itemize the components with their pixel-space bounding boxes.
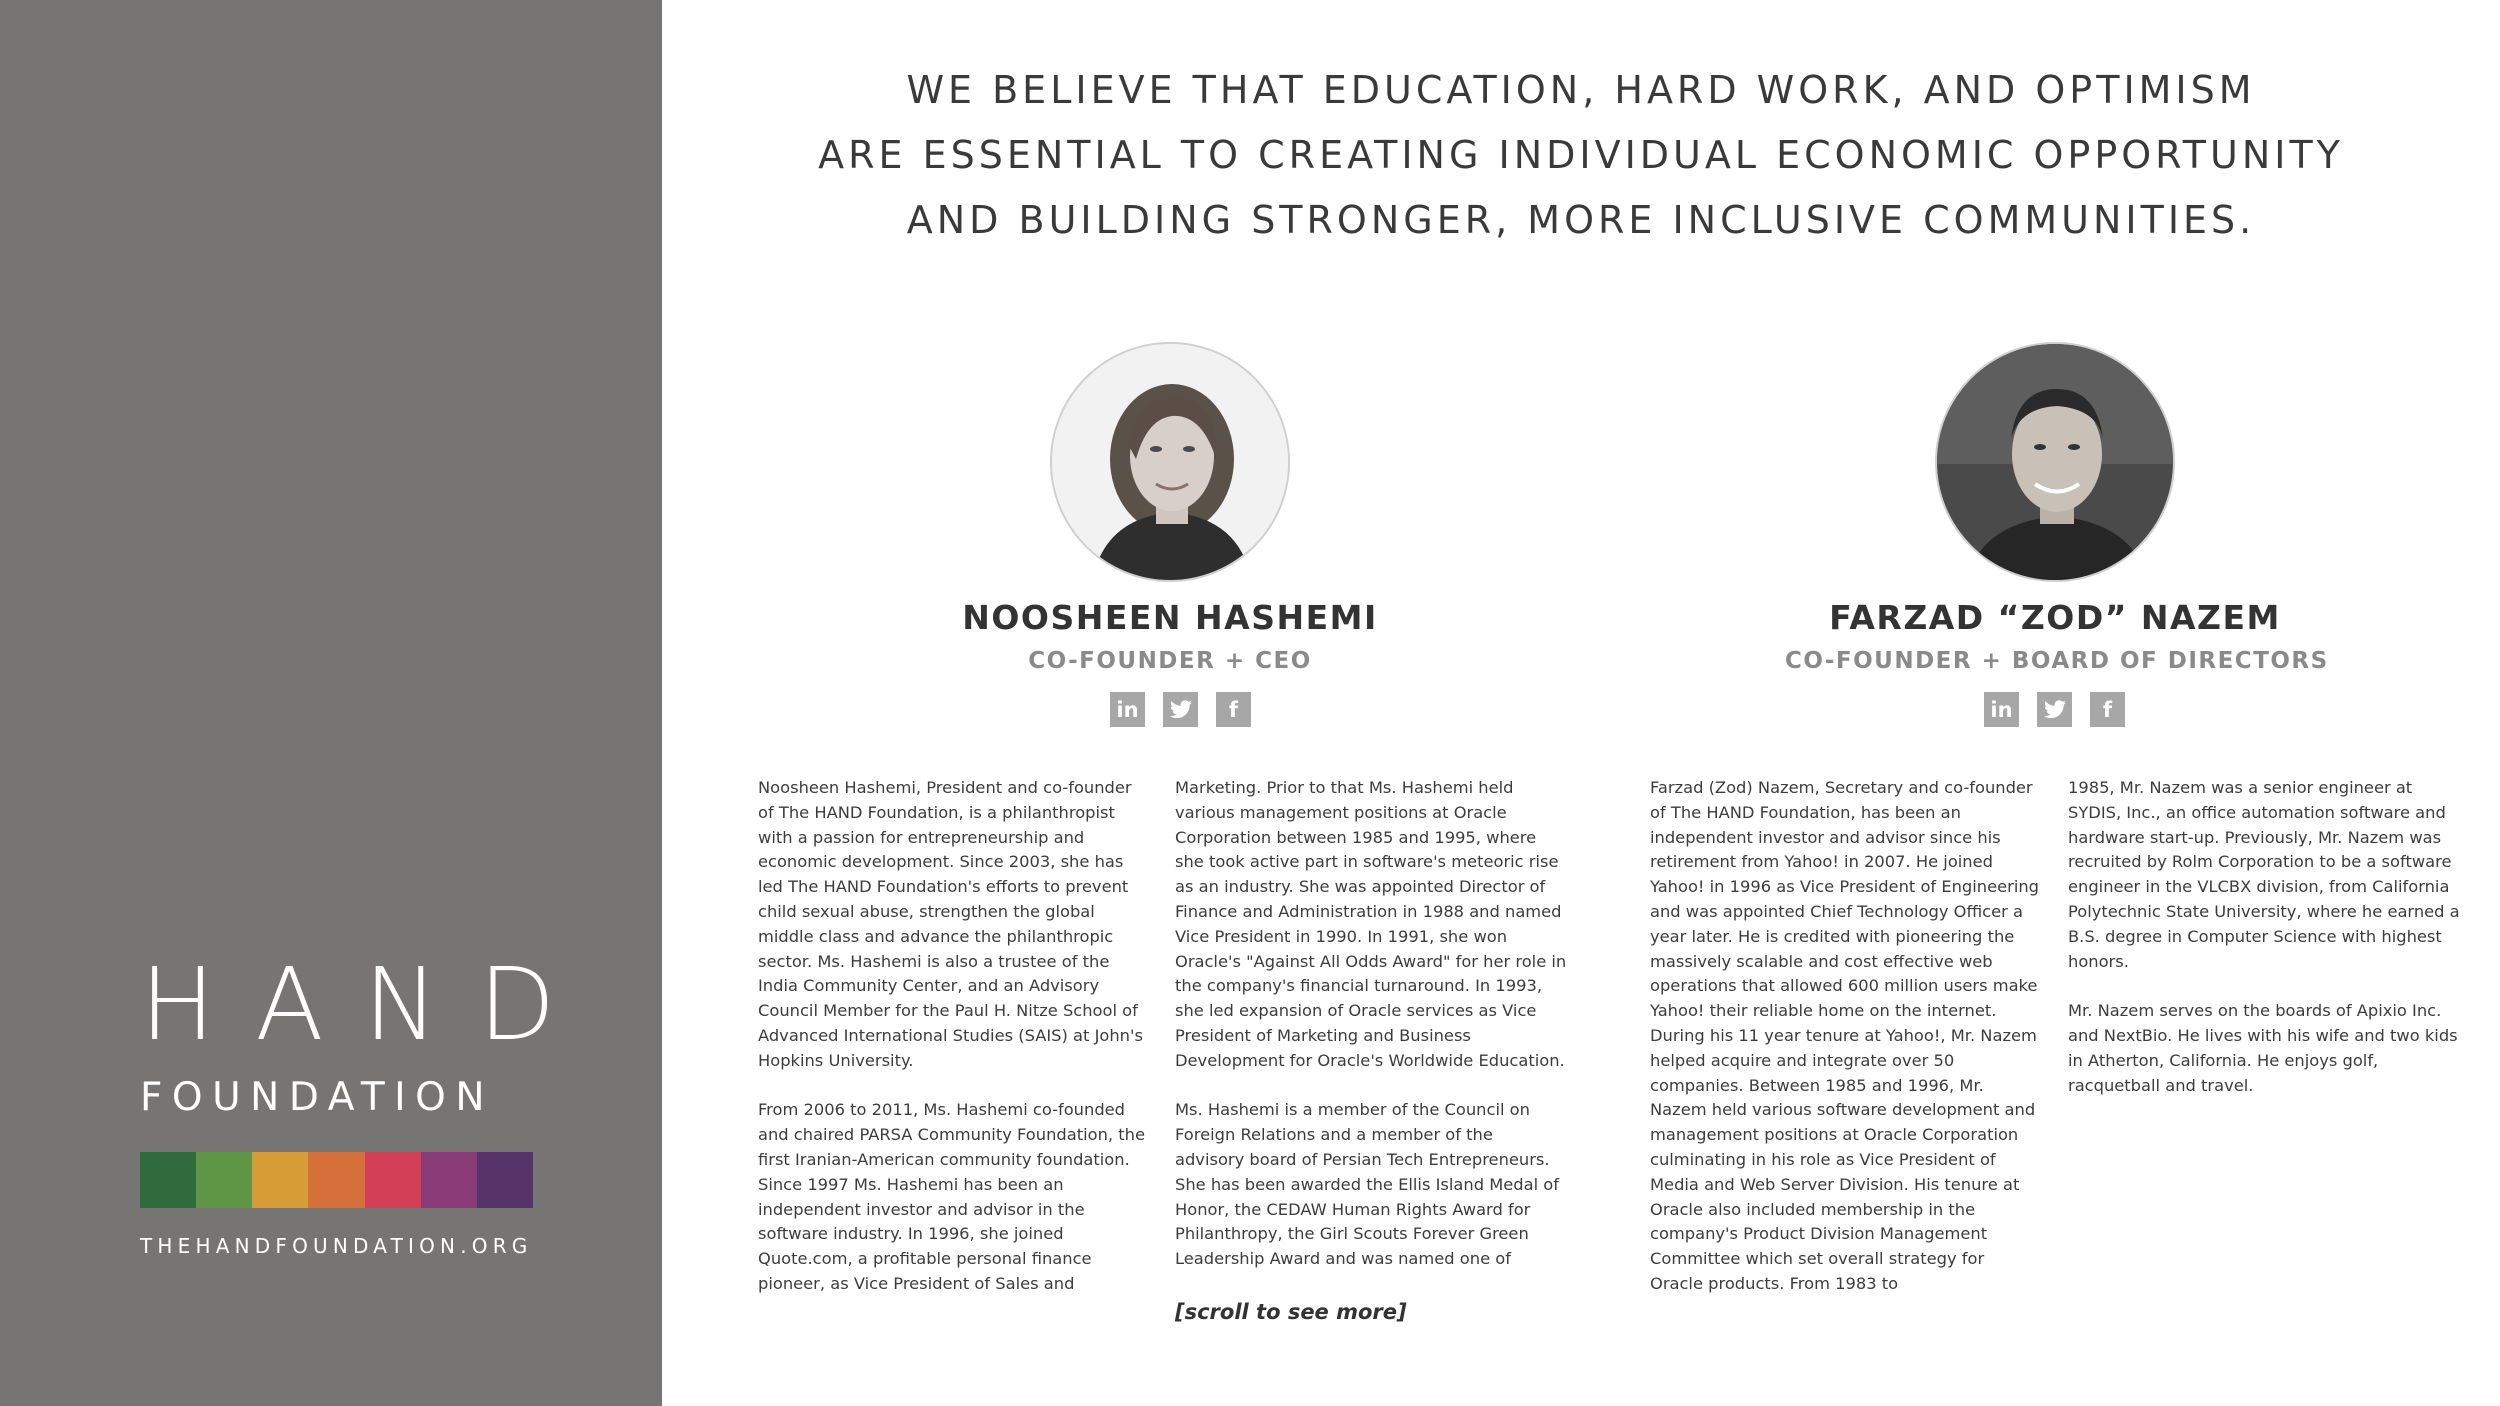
sidebar-panel — [0, 0, 662, 1406]
brand-stripe-3 — [252, 1152, 308, 1208]
linkedin-icon[interactable]: in — [1984, 692, 2019, 727]
bio-column-3 — [1650, 776, 2042, 1322]
brand-url-link[interactable]: THEHANDFOUNDATION.ORG — [140, 1234, 533, 1258]
social-links — [1110, 692, 1251, 727]
twitter-icon[interactable] — [1163, 692, 1198, 727]
bio-paragraph: Mr. Nazem serves on the boards of Apixio Inc. and NextBio. He lives with his wife and two kids in Atherton, California. He enjoys golf, racquetball and travel. — [2068, 1001, 2458, 1095]
headline-line-1: WE BELIEVE THAT EDUCATION, HARD WORK, AND OPTIMISM — [906, 68, 2256, 112]
bio-paragraph: From 2006 to 2011, Ms. Hashemi co-founded and chaired PARSA Community Foundation, the first Iranian-American community foundation. Since 1997 Ms. Hashemi has been an independent investor and advisor in the software industry. In 1996, she joined Quote.com, a profitable personal finance pioneer, as Vice President of Sales and — [758, 1100, 1145, 1293]
brand-subtitle: FOUNDATION — [140, 1075, 495, 1120]
bio-column-4 — [2068, 776, 2468, 1123]
mission-headline — [662, 58, 2500, 253]
bio-paragraph: Noosheen Hashemi, President and co-founder of The HAND Foundation, is a philanthropist with a passion for entrepreneurship and economic development. Since 2003, she has led The HAND Foundation's efforts to prevent child sexual abuse, strengthen the global middle class and advance the philanthropic sector. Ms. Hashemi is also a trustee of the India Community Center, and an Advisory Council Member for the Paul H. Nitze School of Advanced International Studies (SAIS) at John's Hopkins University. — [758, 778, 1143, 1070]
person-name: FARZAD “ZOD” NAZEM — [1829, 598, 2281, 637]
linkedin-icon[interactable]: in — [1110, 692, 1145, 727]
brand-stripe-1 — [140, 1152, 196, 1208]
brand-stripe-6 — [421, 1152, 477, 1208]
bio-paragraph: Marketing. Prior to that Ms. Hashemi held various management positions at Oracle Corporation between 1985 and 1995, where she took active part in software's meteoric rise as an industry. She was appointed Director of Finance and Administration in 1988 and named Vice President in 1990. In 1991, she won Oracle's "Against All Odds Award" for her role in the company's financial turnaround. In 1993, she led expansion of Oracle services as Vice President of Marketing and Business Development for Oracle's Worldwide Education. — [1175, 778, 1567, 1070]
headline-line-2: ARE ESSENTIAL TO CREATING INDIVIDUAL ECONOMIC OPPORTUNITY — [818, 133, 2344, 177]
brand-stripe-4 — [308, 1152, 364, 1208]
brand-stripe-5 — [365, 1152, 421, 1208]
headline-line-3: AND BUILDING STRONGER, MORE INCLUSIVE COMMUNITIES. — [906, 198, 2256, 242]
brand-stripe-2 — [196, 1152, 252, 1208]
brand-stripe-7 — [477, 1152, 533, 1208]
facebook-icon[interactable]: f — [2090, 692, 2125, 727]
bio-paragraph: Ms. Hashemi is a member of the Council on Foreign Relations and a member of the advisory board of Persian Tech Entrepreneurs. She has been awarded the Ellis Island Medal of Honor, the CEDAW Human Rights Award for Philanthropy, the Girl Scouts Forever Green Leadership Award and was named one of — [1175, 1100, 1559, 1269]
scroll-hint[interactable]: [scroll to see more] — [1175, 1300, 1407, 1324]
person-name: NOOSHEEN HASHEMI — [962, 598, 1378, 637]
bio-paragraph: Farzad (Zod) Nazem, Secretary and co-founder of The HAND Foundation, has been an independent investor and advisor since his retirement from Yahoo! in 2007. He joined Yahoo! in 1996 as Vice President of Engineering and was appointed Chief Technology Officer a year later. He is credited with pioneering the massively scalable and cost effective web operations that allowed 600 million users make Yahoo! their reliable home on the internet. During his 11 year tenure at Yahoo!, Mr. Nazem helped acquire and integrate over 50 companies. Between 1985 and 1996, Mr. Nazem held various software development and management positions at Oracle Corporation culminating in his role as Vice President of Media and Web Server Division. His tenure at Oracle also included membership in the company's Product Division Management Committee which set overall strategy for Oracle products. From 1983 to — [1650, 778, 2040, 1293]
bio-column-2 — [1175, 776, 1567, 1297]
bio-column-1 — [758, 776, 1150, 1322]
avatar-noosheen-hashemi — [1050, 342, 1290, 582]
brand-color-stripes — [140, 1152, 533, 1208]
brand-title: HAND — [140, 946, 596, 1063]
avatar-farzad-nazem — [1935, 342, 2175, 582]
bio-paragraph: 1985, Mr. Nazem was a senior engineer at SYDIS, Inc., an office automation software and hardware start-up. Previously, Mr. Nazem was recruited by Rolm Corporation to be a software engineer in the VLCBX division, from California Polytechnic State University, where he earned a B.S. degree in Computer Science with highest honors. — [2068, 778, 2460, 971]
twitter-icon[interactable] — [2037, 692, 2072, 727]
facebook-icon[interactable]: f — [1216, 692, 1251, 727]
person-role: CO-FOUNDER + BOARD OF DIRECTORS — [1785, 648, 2329, 674]
brand-logo[interactable] — [140, 946, 596, 1258]
person-role: CO-FOUNDER + CEO — [1028, 648, 1312, 674]
social-links — [1984, 692, 2125, 727]
